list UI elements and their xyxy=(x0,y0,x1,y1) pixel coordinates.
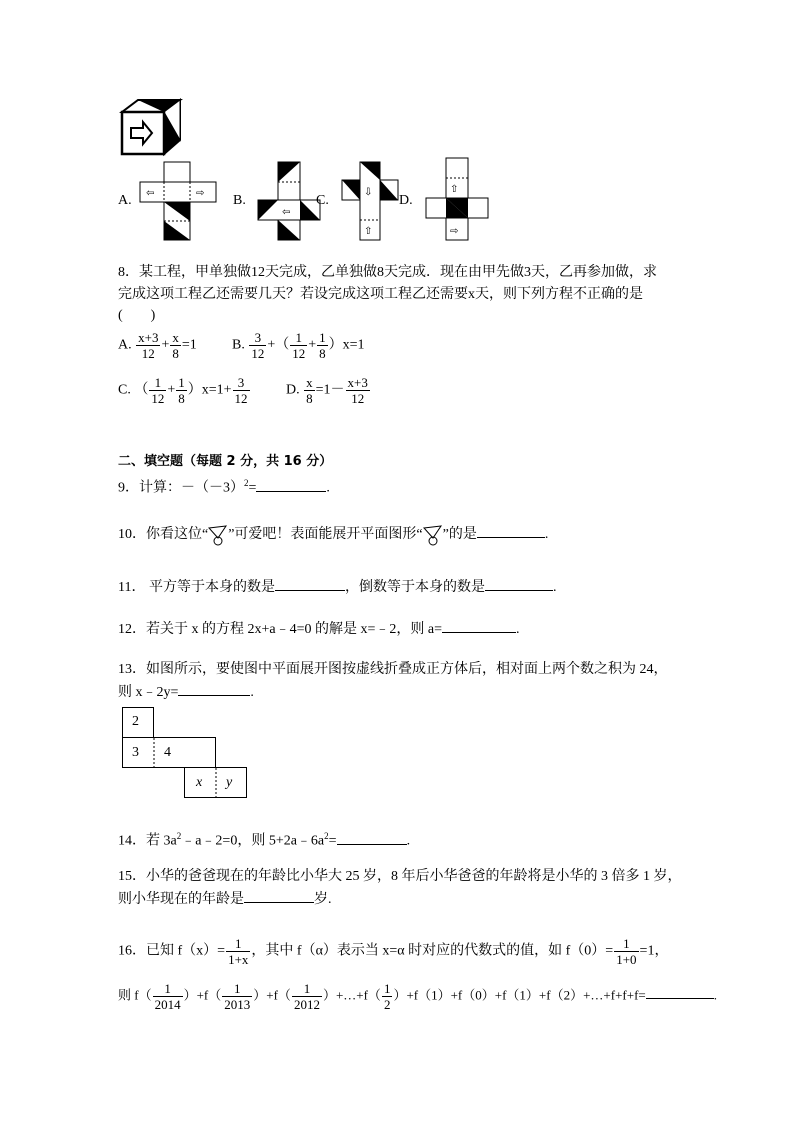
net-a-figure xyxy=(138,160,218,242)
q16-b: ，其中 f（α）表示当 x=α 时对应的代数式的值，如 f（0）= xyxy=(251,943,614,959)
equation-rhs: ）x=1 xyxy=(328,337,365,353)
frac-num: 1 xyxy=(178,375,185,390)
frac-num: 1 xyxy=(383,981,391,996)
q15-line2a: 则小华现在的年龄是 xyxy=(118,892,244,907)
plus-sign: + xyxy=(167,382,176,398)
frac-den: 8 xyxy=(319,346,326,361)
answer-blank[interactable] xyxy=(646,984,714,999)
net-cell-y: y xyxy=(226,775,233,790)
q16-line2 xyxy=(118,981,717,1012)
q15-line2 xyxy=(118,888,332,910)
section-heading: 二、填空题（每题 2 分，共 16 分） xyxy=(118,454,333,469)
svg-text:⇧: ⇧ xyxy=(364,226,373,237)
answer-blank[interactable] xyxy=(477,523,545,538)
net-cell-2: 2 xyxy=(132,714,139,729)
answer-blank[interactable] xyxy=(337,830,407,845)
svg-text:⇦: ⇦ xyxy=(282,207,291,218)
option-c-label: C. xyxy=(316,193,329,208)
cube-net-grid xyxy=(122,707,247,799)
q10-end: . xyxy=(544,527,549,542)
q11-b: ，倒数等于本身的数是 xyxy=(344,580,485,595)
q8-option-a xyxy=(118,330,197,361)
option-b-label: B. xyxy=(233,193,246,208)
q10-a: 10．你看这位“ xyxy=(118,527,209,542)
q9-end: . xyxy=(326,480,330,496)
equation-mid: ）x=1+ xyxy=(187,382,232,398)
frac-num: 1 xyxy=(226,936,250,952)
q8-option-c xyxy=(118,375,251,406)
q11 xyxy=(118,576,556,598)
q16-g: ）+…+f（ xyxy=(322,987,381,1003)
plus-sign: + xyxy=(308,337,317,353)
frac-num: 1 xyxy=(149,375,166,391)
q11-a: 11． 平方等于本身的数是 xyxy=(118,580,275,595)
plus-sign: + xyxy=(161,337,170,353)
svg-text:⇦: ⇦ xyxy=(146,188,155,199)
frac-num: 1 xyxy=(614,936,638,952)
net-d-figure xyxy=(424,156,490,242)
answer-blank[interactable] xyxy=(485,576,553,591)
q8-a-label: A. xyxy=(118,337,132,353)
frac-den: 2012 xyxy=(293,997,320,1012)
q9 xyxy=(118,473,330,499)
q8-line1: 8．某工程，甲单独做12天完成，乙单独做8天完成．现在由甲先做3天，乙再参加做，求 xyxy=(118,265,657,280)
frac-den: 12 xyxy=(251,346,265,361)
q10-b: ”可爱吧！表面能展开平面图形“ xyxy=(228,527,423,542)
net-cell-x: x xyxy=(196,775,203,790)
q12-end: . xyxy=(516,622,520,637)
frac-den: 12 xyxy=(141,346,155,361)
answer-blank[interactable] xyxy=(178,681,250,696)
svg-text:⇧: ⇧ xyxy=(450,184,459,195)
frac-den: 12 xyxy=(234,391,248,406)
frac-den: 2013 xyxy=(224,997,251,1012)
q8-option-b xyxy=(232,330,365,361)
q13-end: . xyxy=(250,685,254,700)
q8-answer-paren: ( ) xyxy=(118,308,156,323)
frac-den: 12 xyxy=(292,346,306,361)
svg-text:⇨: ⇨ xyxy=(450,226,459,237)
open-paren: （ xyxy=(134,382,149,398)
frac-num: 1 xyxy=(292,981,322,997)
q16-h: ）+f（1）+f（0）+f（1）+f（2）+…+f+f+f= xyxy=(393,987,646,1003)
equation-mid: =1－ xyxy=(315,382,345,398)
q8-d-label: D. xyxy=(286,382,300,398)
frac-num: x xyxy=(172,330,179,345)
frac-num: 1 xyxy=(319,330,326,345)
net-c-figure xyxy=(340,160,400,242)
equation-rhs: =1 xyxy=(181,337,197,353)
frac-den: 12 xyxy=(351,391,365,406)
q15-line1: 15．小华的爸爸现在的年龄比小华大 25 岁，8 年后小华爸爸的年龄将是小华的 3 倍多 1 岁， xyxy=(118,869,682,884)
q16-f: ）+f（ xyxy=(253,987,291,1003)
frac-num: 1 xyxy=(290,330,307,346)
frac-den: 2 xyxy=(383,997,391,1012)
net-b-figure xyxy=(256,160,322,242)
frac-den: 8 xyxy=(306,391,313,406)
q14-b: ﹣a﹣2=0，则 5+2a﹣6a xyxy=(181,833,325,849)
svg-text:⇨: ⇨ xyxy=(196,188,205,199)
q12-a: 12．若关于 x 的方程 2x+a﹣4=0 的解是 x=﹣2，则 a= xyxy=(118,622,443,637)
q16-a: 16．已知 f（x）= xyxy=(118,943,226,959)
q14-a: 14．若 3a xyxy=(118,833,177,849)
q8-b-label: B. xyxy=(232,337,245,353)
q10-c: ”的是 xyxy=(442,527,477,542)
frac-num: x xyxy=(306,375,313,390)
q9-sup: 2 xyxy=(244,478,249,488)
net-cell-4: 4 xyxy=(164,745,171,760)
frac-num: x+3 xyxy=(138,330,159,345)
answer-blank[interactable] xyxy=(275,576,345,591)
q13-line2 xyxy=(118,681,254,703)
cube-figure xyxy=(118,98,186,158)
q12 xyxy=(118,618,520,640)
frac-den: 12 xyxy=(151,391,165,406)
cone-hat-icon xyxy=(208,524,228,546)
answer-blank[interactable] xyxy=(442,618,516,633)
frac-den: 1+0 xyxy=(616,952,637,967)
net-cell-3: 3 xyxy=(132,745,139,760)
frac-den: 8 xyxy=(172,346,179,361)
q16-d: 则 f（ xyxy=(118,987,152,1003)
plus-open-paren: +（ xyxy=(267,337,290,353)
q13-line2-text: 则 x﹣2y= xyxy=(118,685,179,700)
q8-c-label: C. xyxy=(118,382,131,398)
option-a-label: A. xyxy=(118,193,132,208)
q14-c: = xyxy=(328,833,337,849)
cone-hat-icon xyxy=(423,524,443,546)
frac-den: 2014 xyxy=(154,997,181,1012)
q11-end: . xyxy=(552,580,557,595)
frac-den: 1+x xyxy=(228,952,249,967)
q14-sup2: 2 xyxy=(324,831,329,841)
frac-den: 8 xyxy=(178,391,185,406)
q10 xyxy=(118,523,548,546)
frac-num: 3 xyxy=(233,375,250,391)
q13-line1: 13．如图所示，要使图中平面展开图按虚线折叠成正方体后，相对面上两个数之积为 24， xyxy=(118,662,668,677)
q16-end: . xyxy=(713,987,717,1003)
q16-c: =1， xyxy=(639,943,669,959)
q16-line1 xyxy=(118,936,668,967)
q15-line2b: 岁. xyxy=(314,892,332,907)
q14-sup1: 2 xyxy=(176,831,182,841)
frac-num: 1 xyxy=(153,981,183,997)
q14-end: . xyxy=(406,833,411,849)
q16-e: ）+f（ xyxy=(183,987,222,1003)
q8-option-d xyxy=(286,375,371,406)
answer-blank[interactable] xyxy=(256,477,326,492)
frac-num: 1 xyxy=(222,981,252,997)
option-d-label: D. xyxy=(399,193,413,208)
frac-num: x+3 xyxy=(347,375,368,390)
answer-blank[interactable] xyxy=(244,888,314,903)
frac-num: 3 xyxy=(249,330,266,346)
q14 xyxy=(118,826,410,852)
svg-text:⇩: ⇩ xyxy=(364,187,373,198)
q9-eq: = xyxy=(248,480,257,496)
q9-text: 9．计算：－（－3） xyxy=(118,480,244,496)
q8-line2: 完成这项工程乙还需要几天？若设完成这项工程乙还需要x天，则下列方程不正确的是 xyxy=(118,287,643,302)
